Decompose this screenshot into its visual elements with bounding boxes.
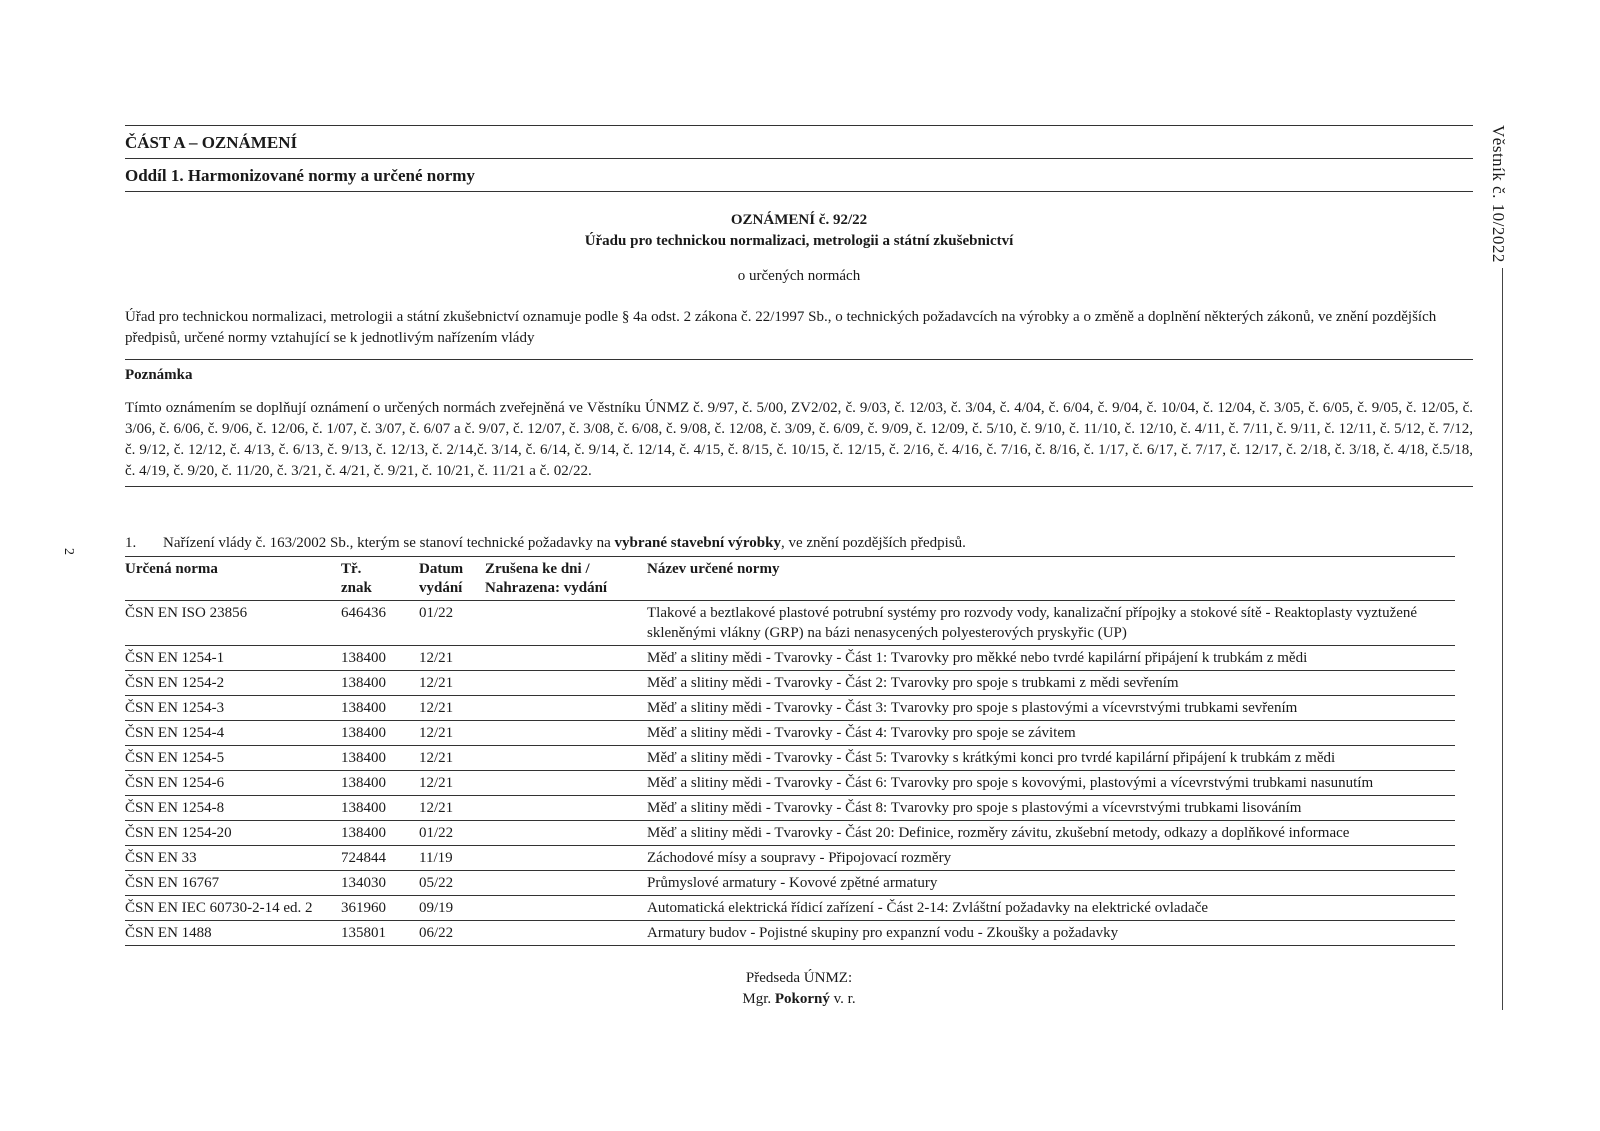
cell-norm: ČSN EN 1254-20	[125, 821, 341, 846]
cell-date: 05/22	[419, 871, 485, 896]
cell-name: Měď a slitiny mědi - Tvarovky - Část 4: Tvarovky pro spoje se závitem	[647, 721, 1455, 746]
cell-repl	[485, 601, 647, 646]
cell-class: 361960	[341, 896, 419, 921]
intro-paragraph: Úřad pro technickou normalizaci, metrologii a státní zkušebnictví oznamuje podle § 4a odst. 2 zákona č. 22/1997 Sb., o technických požadavcích na výrobky a o změně a doplnění některých zákonů, ve znění pozdějších předpisů, určené normy vztahující se k jednotlivým nařízením vlády	[125, 309, 1437, 346]
cell-class: 724844	[341, 846, 419, 871]
cell-repl	[485, 771, 647, 796]
cell-date: 09/19	[419, 896, 485, 921]
cell-date: 12/21	[419, 696, 485, 721]
cell-norm: ČSN EN 1254-6	[125, 771, 341, 796]
cell-name: Měď a slitiny mědi - Tvarovky - Část 6: Tvarovky pro spoje s kovovými, plastovými a vícevrstvými trubkami nasunutím	[647, 771, 1455, 796]
cell-norm: ČSN EN 1254-2	[125, 671, 341, 696]
cell-class: 646436	[341, 601, 419, 646]
notice-heading	[125, 210, 1473, 287]
cell-class: 134030	[341, 871, 419, 896]
cell-date: 01/22	[419, 821, 485, 846]
table-row	[125, 796, 1455, 821]
cell-norm: ČSN EN IEC 60730-2-14 ed. 2	[125, 896, 341, 921]
cell-repl	[485, 671, 647, 696]
page-number: 2	[61, 548, 76, 555]
cell-norm: ČSN EN 16767	[125, 871, 341, 896]
table-row	[125, 646, 1455, 671]
regulation-text: Nařízení vlády č. 163/2002 Sb., kterým se stanoví technické požadavky na	[163, 535, 615, 551]
cell-name: Měď a slitiny mědi - Tvarovky - Část 5: Tvarovky s krátkými konci pro tvrdé kapilární připájení k trubkám z mědi	[647, 746, 1455, 771]
cell-name: Průmyslové armatury - Kovové zpětné armatury	[647, 871, 1455, 896]
note-box	[125, 359, 1473, 487]
signature-name: Pokorný	[774, 991, 830, 1007]
bulletin-label: Věstník č. 10/2022	[1489, 125, 1508, 263]
rule-divider	[125, 191, 1473, 192]
regulation-text-end: , ve znění pozdějších předpisů.	[780, 535, 966, 551]
note-text: Tímto oznámením se doplňují oznámení o určených normách zveřejněná ve Věstníku ÚNMZ č. 9/97, č. 5/00, ZV2/02, č. 9/03, č. 12/03, č. 3/04, č. 4/04, č. 6/04, č. 9/04, č. 10/04, č. 12/04, č. 3/05, č. 6/05, č. 9/05, č. 12/05, č. 3/06, č. 6/06, č. 9/06, č. 12/06, č. 1/07, č. 3/07, č. 6/07 a č. 9/07, č. 12/07, č. 3/08, č. 6/08, č. 9/08, č. 12/08, č. 3/09, č. 6/09, č. 9/09, č. 12/09, č. 5/10, č. 9/10, č. 11/10, č. 12/10, č. 4/11, č. 7/11, č. 9/11, č. 12/11, č. 5/12, č. 7/12, č. 9/12, č. 12/12, č. 4/13, č. 6/13, č. 9/13, č. 12/13, č. 2/14,č. 3/14, č. 6/14, č. 9/14, č. 12/14, č. 4/15, č. 8/15, č. 10/15, č. 12/15, č. 2/16, č. 4/16, č. 7/16, č. 8/16, č. 1/17, č. 6/17, č. 7/17, č. 12/17, č. 2/18, č. 3/18, č. 4/18, č.5/18, č. 4/19, č. 9/20, č. 11/20, č. 3/21, č. 4/21, č. 9/21, č. 10/21, č. 11/21 a č. 02/22.	[125, 400, 1473, 479]
table-row	[125, 601, 1455, 646]
table-row	[125, 771, 1455, 796]
header-norm-label: Určená norma	[125, 561, 218, 577]
cell-repl	[485, 846, 647, 871]
cell-norm: ČSN EN 1254-8	[125, 796, 341, 821]
cell-class: 135801	[341, 921, 419, 946]
cell-norm: ČSN EN 1254-1	[125, 646, 341, 671]
cell-class: 138400	[341, 721, 419, 746]
cell-class: 138400	[341, 771, 419, 796]
header-name	[647, 557, 1455, 601]
table-row	[125, 871, 1455, 896]
header-norm	[125, 557, 341, 601]
header-date	[419, 557, 485, 601]
cell-name: Měď a slitiny mědi - Tvarovky - Část 8: Tvarovky pro spoje s plastovými a vícevrstvými trubkami lisováním	[647, 796, 1455, 821]
cell-repl	[485, 896, 647, 921]
cell-date: 12/21	[419, 746, 485, 771]
cell-norm: ČSN EN 33	[125, 846, 341, 871]
cell-date: 01/22	[419, 601, 485, 646]
cell-name: Automatická elektrická řídicí zařízení - Část 2-14: Zvláštní požadavky na elektrické ovladače	[647, 896, 1455, 921]
cell-norm: ČSN EN 1488	[125, 921, 341, 946]
cell-repl	[485, 721, 647, 746]
header-replaced-line2: Nahrazena: vydání	[485, 580, 608, 596]
cell-name: Armatury budov - Pojistné skupiny pro expanzní vodu - Zkoušky a požadavky	[647, 921, 1455, 946]
cell-norm: ČSN EN 1254-4	[125, 721, 341, 746]
cell-repl	[485, 696, 647, 721]
note-title: Poznámka	[125, 367, 193, 383]
cell-class: 138400	[341, 796, 419, 821]
cell-date: 12/21	[419, 671, 485, 696]
signature-prefix: Mgr.	[742, 991, 775, 1007]
cell-repl	[485, 821, 647, 846]
cell-repl	[485, 796, 647, 821]
signature-line	[125, 989, 1473, 1010]
header-class-line2: znak	[341, 580, 372, 596]
cell-repl	[485, 871, 647, 896]
cell-norm: ČSN EN 1254-5	[125, 746, 341, 771]
cell-norm: ČSN EN ISO 23856	[125, 601, 341, 646]
cell-class: 138400	[341, 821, 419, 846]
header-class	[341, 557, 419, 601]
cell-name: Měď a slitiny mědi - Tvarovky - Část 3: Tvarovky pro spoje s plastovými a vícevrstvými trubkami sevřením	[647, 696, 1455, 721]
cell-name: Měď a slitiny mědi - Tvarovky - Část 20: Definice, rozměry závitu, zkušební metody, odkazy a doplňkové informace	[647, 821, 1455, 846]
cell-class: 138400	[341, 746, 419, 771]
cell-date: 11/19	[419, 846, 485, 871]
regulation-number: 1.	[125, 535, 137, 551]
cell-class: 138400	[341, 646, 419, 671]
cell-repl	[485, 921, 647, 946]
table-row	[125, 921, 1455, 946]
cell-name: Tlakové a beztlakové plastové potrubní systémy pro rozvody vody, kanalizační přípojky a stokové sítě - Reaktoplasty vyztužené skleněnými vlákny (GRP) na bázi nenasycených polyesterových pryskyřic (UP)	[647, 601, 1455, 646]
table-row	[125, 821, 1455, 846]
table-header-row	[125, 557, 1455, 601]
header-class-line1: Tř.	[341, 561, 362, 577]
regulation-item	[125, 533, 1473, 554]
table-row	[125, 696, 1455, 721]
table-row	[125, 721, 1455, 746]
cell-date: 12/21	[419, 771, 485, 796]
cell-class: 138400	[341, 696, 419, 721]
cell-class: 138400	[341, 671, 419, 696]
header-date-line2: vydání	[419, 580, 463, 596]
cell-repl	[485, 646, 647, 671]
cell-name: Záchodové mísy a soupravy - Připojovací rozměry	[647, 846, 1455, 871]
header-replaced	[485, 557, 647, 601]
part-title: ČÁST A – OZNÁMENÍ	[125, 133, 298, 152]
signature-suffix: v. r.	[829, 991, 856, 1007]
cell-date: 12/21	[419, 646, 485, 671]
cell-repl	[485, 746, 647, 771]
cell-date: 06/22	[419, 921, 485, 946]
cell-date: 12/21	[419, 796, 485, 821]
regulation-text-bold: vybrané stavební výrobky	[614, 535, 781, 551]
header-replaced-line1: Zrušena ke dni /	[485, 561, 590, 577]
table-row	[125, 846, 1455, 871]
notice-title: OZNÁMENÍ č. 92/22	[730, 212, 868, 228]
notice-subtitle: Úřadu pro technickou normalizaci, metrologii a státní zkušebnictví	[584, 233, 1014, 249]
cell-norm: ČSN EN 1254-3	[125, 696, 341, 721]
header-name-label: Název určené normy	[647, 561, 780, 577]
notice-about: o určených normách	[737, 268, 861, 284]
cell-name: Měď a slitiny mědi - Tvarovky - Část 2: Tvarovky pro spoje s trubkami z mědi sevřením	[647, 671, 1455, 696]
signature	[125, 968, 1473, 1010]
header-date-line1: Datum	[419, 561, 464, 577]
document-body	[125, 125, 1473, 1010]
table-row	[125, 746, 1455, 771]
side-rule	[1502, 268, 1503, 1010]
norms-table	[125, 556, 1455, 946]
signature-role: Předseda ÚNMZ:	[745, 970, 853, 986]
cell-date: 12/21	[419, 721, 485, 746]
table-row	[125, 671, 1455, 696]
cell-name: Měď a slitiny mědi - Tvarovky - Část 1: Tvarovky pro měkké nebo tvrdé kapilární připájení k trubkám z mědi	[647, 646, 1455, 671]
table-body	[125, 601, 1455, 946]
section-title: Oddíl 1. Harmonizované normy a určené normy	[125, 166, 475, 185]
table-row	[125, 896, 1455, 921]
